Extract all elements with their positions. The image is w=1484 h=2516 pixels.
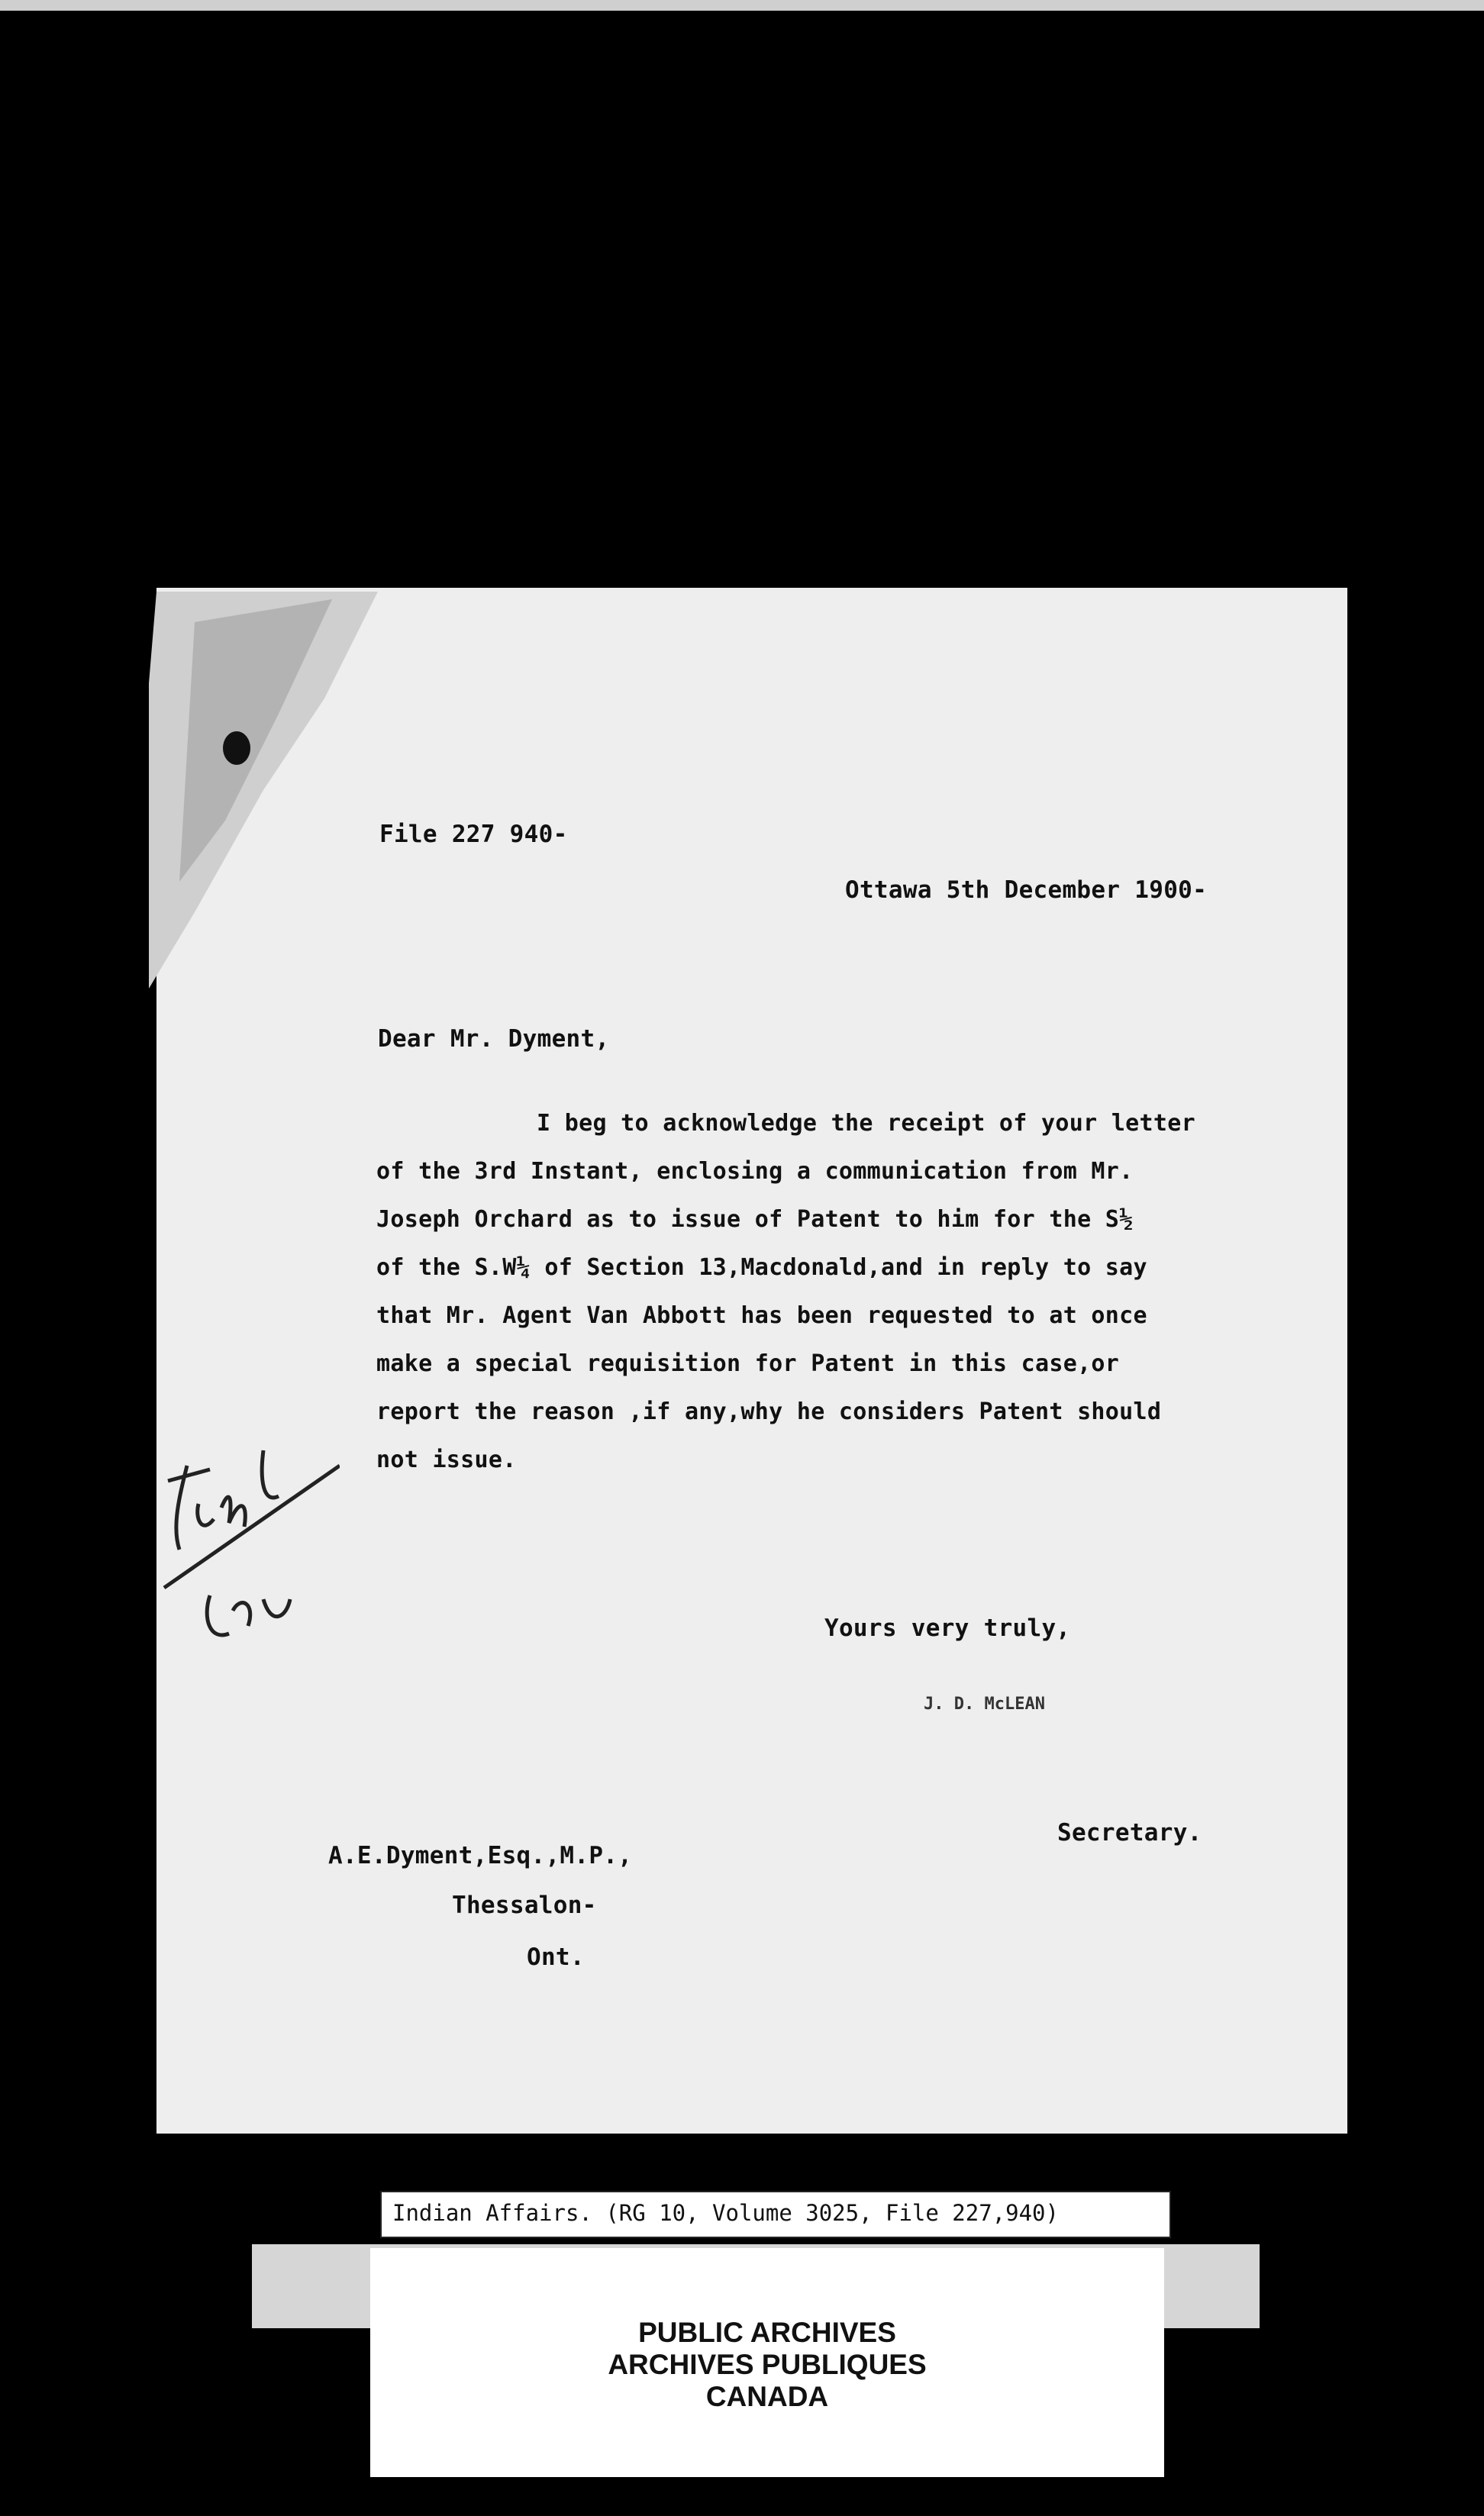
- file-reference: File 227 940-: [379, 821, 568, 848]
- signatory-title: Secretary.: [1057, 1819, 1202, 1847]
- signature-stamp: J. D. McLEAN: [924, 1695, 1045, 1714]
- body-line: report the reason ,if any,why he considers Patent should: [376, 1398, 1162, 1425]
- torn-corner: [149, 592, 378, 989]
- letter-body: [376, 1099, 1308, 1484]
- stamp-line: PUBLIC ARCHIVES: [638, 2317, 896, 2348]
- salutation: Dear Mr. Dyment,: [378, 1025, 610, 1053]
- stamp-line: CANADA: [705, 2381, 829, 2412]
- handwritten-initials: [156, 1435, 340, 1664]
- body-line: of the S.W¼ of Section 13,Macdonald,and in reply to say: [376, 1254, 1147, 1281]
- film-top-edge: [0, 0, 1484, 11]
- body-line: make a special requisition for Patent in this case,or: [376, 1350, 1120, 1377]
- body-line: that Mr. Agent Van Abbott has been requested to at once: [376, 1302, 1147, 1329]
- body-line: of the 3rd Instant, enclosing a communication from Mr.: [376, 1158, 1134, 1185]
- closing: Yours very truly,: [824, 1614, 1071, 1642]
- recipient-city: Thessalon-: [452, 1892, 597, 1919]
- body-line: not issue.: [376, 1447, 517, 1473]
- date-line: Ottawa 5th December 1900-: [845, 876, 1208, 904]
- recipient-province: Ont.: [527, 1943, 585, 1971]
- recipient-name: A.E.Dyment,Esq.,M.P.,: [328, 1842, 633, 1869]
- stamp-line: ARCHIVES PUBLIQUES: [608, 2349, 927, 2380]
- body-line: I beg to acknowledge the receipt of your letter: [537, 1110, 1195, 1137]
- body-line: Joseph Orchard as to issue of Patent to him for the S½: [376, 1206, 1134, 1233]
- archives-stamp: [370, 2248, 1164, 2477]
- archive-caption-strip: [380, 2191, 1171, 2238]
- archive-caption: Indian Affairs. (RG 10, Volume 3025, File 227,940): [392, 2200, 1059, 2226]
